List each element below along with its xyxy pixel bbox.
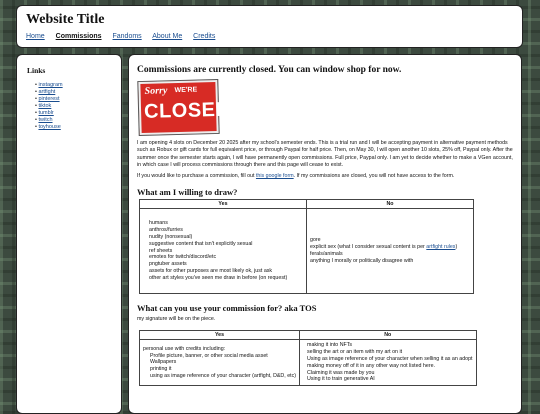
list-item: Profile picture, banner, or other social media asset xyxy=(150,352,268,359)
list-item: ferals/animals xyxy=(310,251,343,258)
list-item: personal use with credits including: xyxy=(143,345,226,352)
table-row xyxy=(140,209,474,294)
sidebar-item-artfight xyxy=(35,89,111,96)
site-title: Website Title xyxy=(26,12,105,27)
tos-table xyxy=(139,330,477,386)
purchase-text-after: . If my commissions are closed, you will not have access to the form. xyxy=(293,172,455,179)
tos-section-heading: What can you use your commission for? aka TOS xyxy=(137,303,317,314)
link-twitch[interactable]: twitch xyxy=(38,117,53,123)
sidebar-item-twitch xyxy=(35,117,111,124)
sign-were-text: WE'RE xyxy=(174,86,198,95)
artfight-rules-link[interactable]: artfight rules xyxy=(426,244,456,251)
tos-no-cell xyxy=(300,340,476,386)
draw-no-cell xyxy=(307,209,474,294)
sidebar-links xyxy=(27,82,111,131)
sidebar-item-instagram xyxy=(35,82,111,89)
list-item: pngtuber assets xyxy=(149,261,187,268)
sign-sorry-text: Sorry xyxy=(144,85,168,97)
list-item: Wallpapers xyxy=(150,359,177,366)
sidebar-item-tiktok xyxy=(35,103,111,110)
sidebar-item-toyhouse xyxy=(35,124,111,131)
list-item: humans xyxy=(149,220,168,227)
nav-about-me[interactable]: About Me xyxy=(152,33,183,40)
link-pinterest[interactable]: pinterest xyxy=(38,96,60,102)
link-tiktok[interactable]: tiktok xyxy=(38,103,52,109)
sidebar xyxy=(16,54,122,414)
list-item: nudity (nonsexual) xyxy=(149,234,193,241)
table-header-row xyxy=(140,200,474,209)
link-instagram[interactable]: instagram xyxy=(38,82,63,88)
table-header-row xyxy=(140,331,477,340)
nav-fandoms[interactable]: Fandoms xyxy=(112,33,142,40)
list-item: other art styles you've seen me draw in before (on request) xyxy=(149,274,288,281)
list-item: gore xyxy=(310,237,321,244)
list-item: assets for other purposes are most likely ok, just ask xyxy=(149,268,273,275)
nav-credits[interactable]: Credits xyxy=(193,33,216,40)
list-item: emotes for twitch/discord/etc xyxy=(149,254,217,261)
nav-home[interactable]: Home xyxy=(26,33,45,40)
list-item: making money off of it in any other way not listed here. xyxy=(307,362,436,369)
list-item: Using it to train generative AI xyxy=(307,376,375,383)
closed-sign-image xyxy=(138,80,231,135)
list-item: making it into NFTs xyxy=(307,342,353,349)
explicit-text-before: explicit sex (what I consider sexual content is per xyxy=(310,244,427,251)
link-toyhouse[interactable]: toyhouse xyxy=(38,124,61,130)
list-item: suggestive content that isn't explicitly sexual xyxy=(149,240,253,247)
site-header xyxy=(16,5,523,48)
list-item: printing it xyxy=(150,366,172,373)
main-content xyxy=(128,54,522,414)
tos-col-no: No xyxy=(300,331,476,340)
purchase-text-before: If you would like to purchase a commission, fill out xyxy=(137,172,256,179)
main-nav xyxy=(26,33,513,40)
sidebar-title: Links xyxy=(27,66,46,75)
explicit-text-after: ) xyxy=(455,244,458,251)
purchase-paragraph xyxy=(137,173,513,180)
list-item xyxy=(310,244,470,251)
list-item: using as image reference of your character (artfight, D&D, etc) xyxy=(150,373,297,380)
list-item: selling the art or an item with my art on it xyxy=(307,349,403,356)
list-item: anything I morally or politically disagree with xyxy=(310,257,414,264)
link-artfight[interactable]: artfight xyxy=(38,89,56,95)
google-form-link[interactable]: this google form xyxy=(255,172,294,179)
sidebar-item-tumblr xyxy=(35,110,111,117)
draw-col-yes: Yes xyxy=(140,200,307,209)
draw-section-heading: What am I willing to draw? xyxy=(137,187,238,198)
draw-yes-cell xyxy=(140,209,307,294)
list-item: ref sheets xyxy=(149,247,173,254)
link-tumblr[interactable]: tumblr xyxy=(38,110,54,116)
tos-yes-cell xyxy=(140,340,300,386)
sign-closed-text: CLOSED xyxy=(143,98,231,123)
nav-commissions[interactable]: Commissions xyxy=(55,33,102,40)
tos-col-yes: Yes xyxy=(140,331,300,340)
sidebar-item-pinterest xyxy=(35,96,111,103)
page-title: Commissions are currently closed. You can window shop for now. xyxy=(137,65,402,75)
table-row xyxy=(140,340,477,386)
list-item: anthros/furries xyxy=(149,227,183,234)
draw-table xyxy=(139,199,474,294)
list-item: Claiming it was made by you xyxy=(307,369,375,376)
draw-col-no: No xyxy=(307,200,474,209)
signature-note: my signature will be on the piece. xyxy=(137,316,216,323)
list-item: Using as image reference of your character when selling it as an adopt xyxy=(307,356,473,363)
intro-paragraph: I am opening 4 slots on December 20 2025 after my school's semester ends. This is a trial run and I will be accepting payment in alternative payment methods such as Robux or gift cards for full equivalent price, or through Paypal for half price. Then, on May 30, I will open another 10 slots, 25% off, Paypal only. After the summer once the semester starts again, I will have permanently open commissions. Full price, Paypal only. I am yet to decide whether to make a VGen account, in which case I will process commissions through there and this page will cease to exist. xyxy=(137,140,513,169)
